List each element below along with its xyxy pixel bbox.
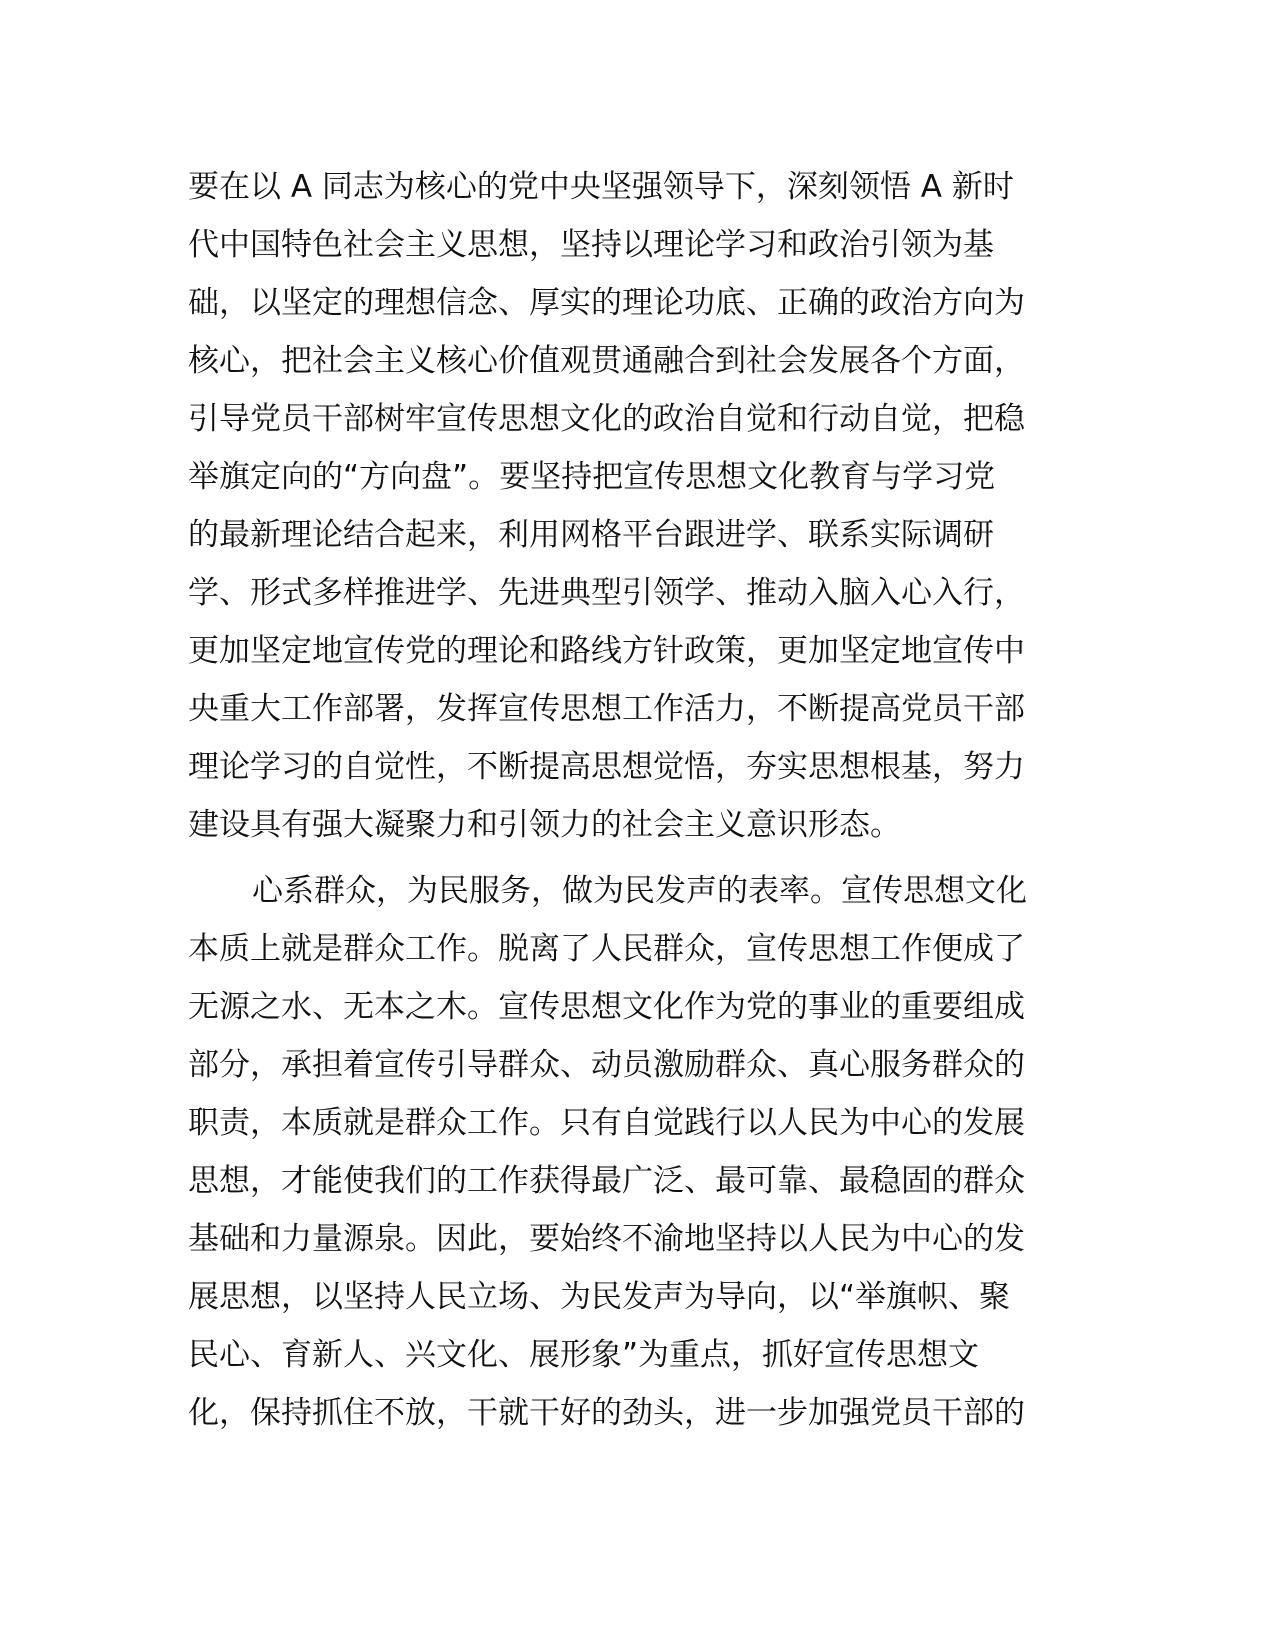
text-line: 举旗定向的“方向盘”。要坚持把宣传思想文化教育与学习党 — [188, 459, 996, 495]
text-line: 核心，把社会主义核心价值观贯通融合到社会发展各个方面， — [188, 343, 1025, 379]
body-text — [188, 158, 1088, 1442]
text-line: 的最新理论结合起来，利用网格平台跟进学、联系实际调研 — [188, 517, 994, 553]
text-line: 职责，本质就是群众工作。只有自觉践行以人民为中心的发展 — [188, 1105, 1025, 1141]
text-line: 基础和力量源泉。因此，要始终不渝地坚持以人民为中心的发 — [188, 1221, 1025, 1257]
text-line: 民心、育新人、兴文化、展形象”为重点，抓好宣传思想文 — [188, 1337, 980, 1373]
text-line: 代中国特色社会主义思想，坚持以理论学习和政治引领为基 — [188, 227, 994, 263]
text-line: 化，保持抓住不放，干就干好的劲头，进一步加强党员干部的 — [188, 1395, 1025, 1431]
text-line: 央重大工作部署，发挥宣传思想工作活力，不断提高党员干部 — [188, 691, 1025, 727]
text-line: 更加坚定地宣传党的理论和路线方针政策，更加坚定地宣传中 — [188, 633, 1025, 669]
paragraph-1 — [188, 158, 1088, 854]
text-line: 理论学习的自觉性，不断提高思想觉悟，夯实思想根基，努力 — [188, 749, 1025, 785]
text-line: 心系群众，为民服务，做为民发声的表率。宣传思想文化 — [252, 873, 1027, 909]
text-line: 引导党员干部树牢宣传思想文化的政治自觉和行动自觉，把稳 — [188, 401, 1025, 437]
text-line: 展思想，以坚持人民立场、为民发声为导向，以“举旗帜、聚 — [188, 1279, 1011, 1315]
text-line: 要在以 A 同志为核心的党中央坚强领导下，深刻领悟 A 新时 — [188, 169, 1014, 205]
text-line: 无源之水、无本之木。宣传思想文化作为党的事业的重要组成 — [188, 989, 1025, 1025]
text-line: 思想，才能使我们的工作获得最广泛、最可靠、最稳固的群众 — [188, 1163, 1025, 1199]
text-line: 部分，承担着宣传引导群众、动员激励群众、真心服务群众的 — [188, 1047, 1025, 1083]
paragraph-2 — [188, 862, 1088, 1442]
text-line: 本质上就是群众工作。脱离了人民群众，宣传思想工作便成了 — [188, 931, 1025, 967]
text-line: 学、形式多样推进学、先进典型引领学、推动入脑入心入行， — [188, 575, 1025, 611]
text-line: 础，以坚定的理想信念、厚实的理论功底、正确的政治方向为 — [188, 285, 1025, 321]
text-line: 建设具有强大凝聚力和引领力的社会主义意识形态。 — [188, 807, 901, 843]
